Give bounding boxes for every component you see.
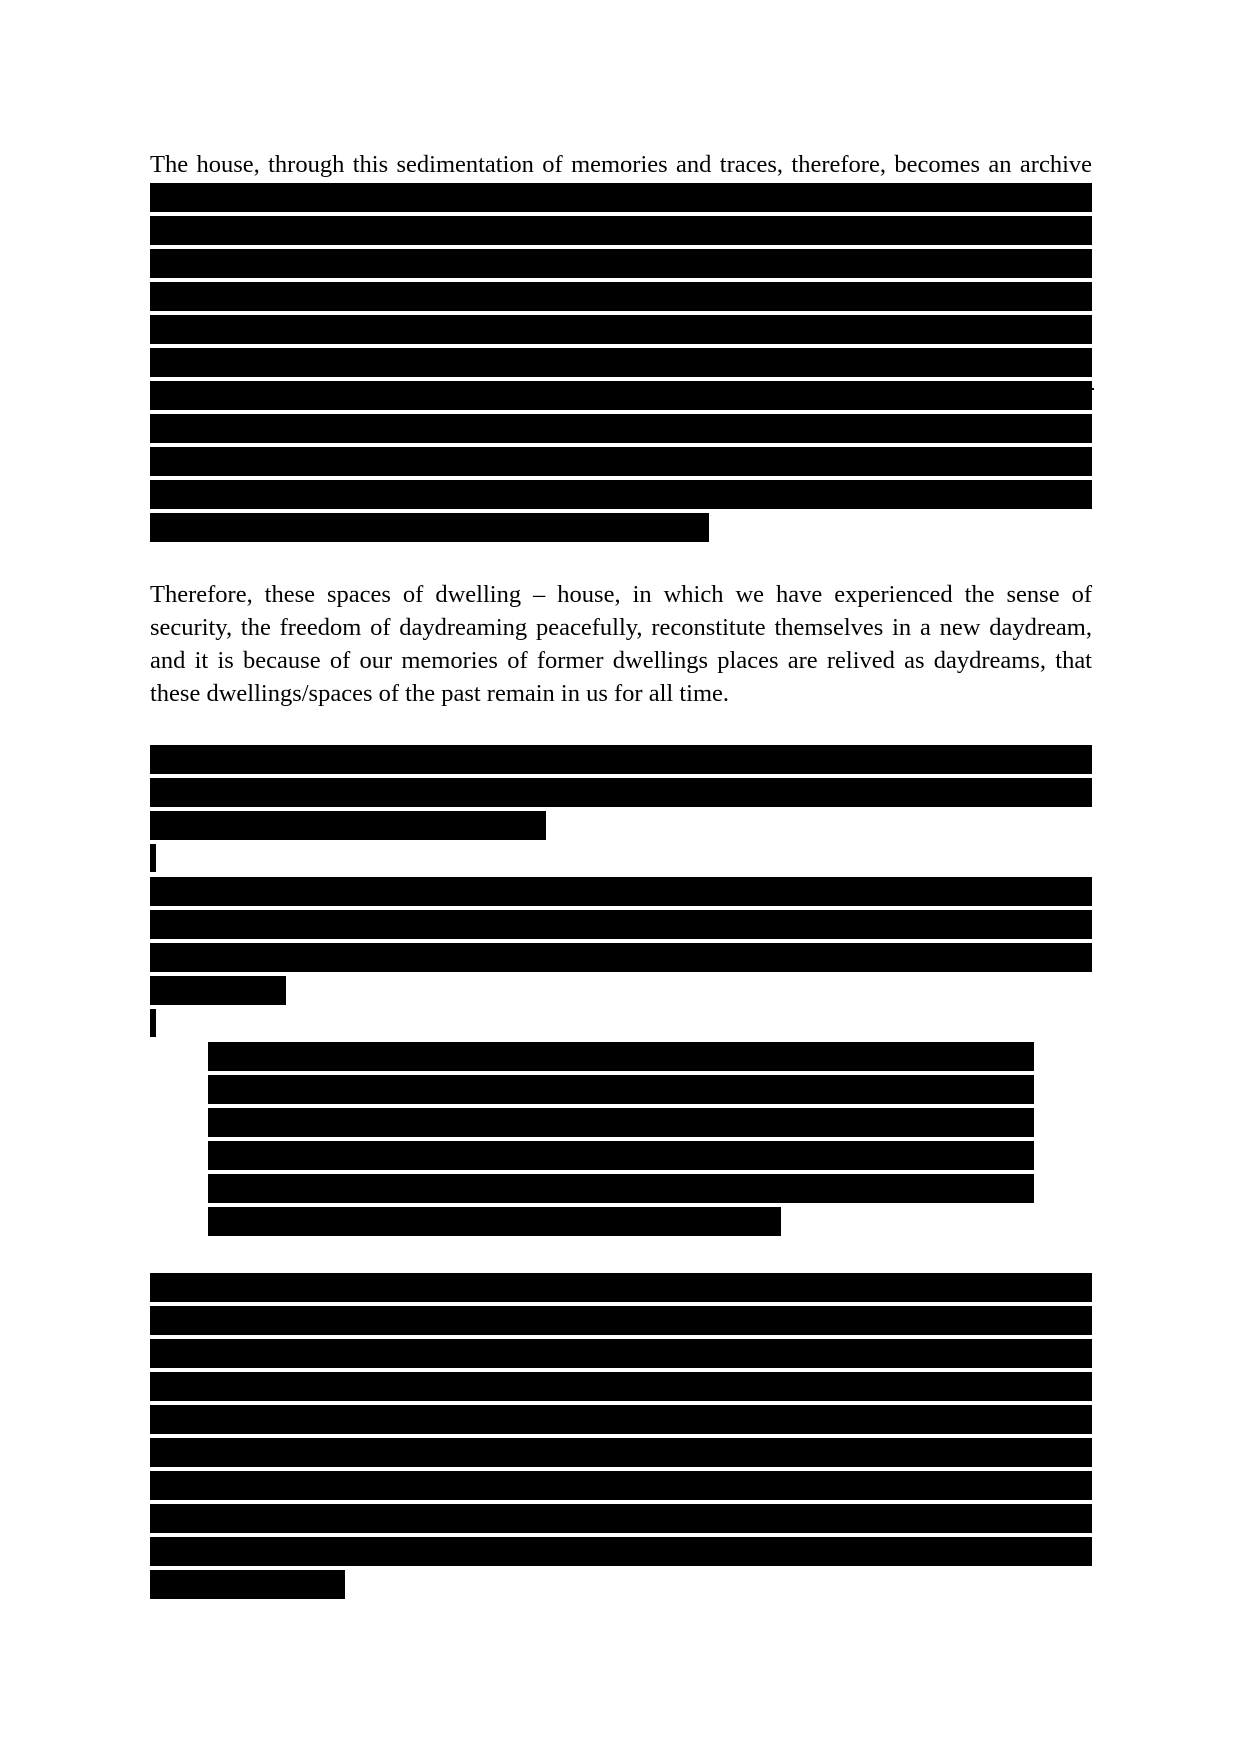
redaction-bar [150, 1504, 1092, 1533]
redaction-marker [150, 844, 156, 872]
paragraph-2-line-2: security, the freedom of daydreaming peacefully, reconstitute themselves in a new daydream, [150, 614, 1092, 641]
redaction-bar [208, 1075, 1034, 1104]
redaction-bar [150, 1372, 1092, 1401]
redaction-bar [150, 943, 1092, 972]
paragraph-2-line-4: these dwellings/spaces of the past remain in us for all time. [150, 680, 730, 707]
redaction-bar [150, 513, 709, 542]
paragraph-2-line-1: Therefore, these spaces of dwelling – house, in which we have experienced the sense of [150, 581, 1092, 608]
redaction-bar [150, 348, 1092, 377]
redaction-bar [150, 1405, 1092, 1434]
redaction-bar [150, 381, 1092, 410]
redaction-marker [150, 1009, 156, 1037]
redaction-bar [150, 447, 1092, 476]
redaction-bar [150, 1471, 1092, 1500]
redaction-bar [150, 811, 546, 840]
redaction-bar [150, 315, 1092, 344]
redaction-bar [150, 1339, 1092, 1368]
redaction-bar [150, 778, 1092, 807]
redaction-bar [150, 877, 1092, 906]
redaction-bar [208, 1207, 781, 1236]
redaction-bar [150, 249, 1092, 278]
paragraph-2-line-3: and it is because of our memories of former dwellings places are relived as daydreams, that [150, 647, 1092, 674]
redaction-bar [150, 183, 1092, 212]
redaction-bar [150, 1570, 345, 1599]
redaction-bar [150, 480, 1092, 509]
redaction-bar [150, 1306, 1092, 1335]
redaction-bar [208, 1174, 1034, 1203]
paragraph-1-line-1: The house, through this sedimentation of memories and traces, therefore, becomes an archive [150, 151, 1092, 178]
redaction-bar [150, 414, 1092, 443]
redaction-bar [150, 745, 1092, 774]
redaction-bar [150, 1537, 1092, 1566]
redaction-bar [208, 1042, 1034, 1071]
redaction-bar [208, 1108, 1034, 1137]
redaction-bar [150, 1438, 1092, 1467]
redaction-bar [150, 282, 1092, 311]
redaction-bar [150, 976, 286, 1005]
redaction-bar [208, 1141, 1034, 1170]
redaction-bar [150, 216, 1092, 245]
stray-mark [1090, 388, 1094, 390]
redaction-bar [150, 1273, 1092, 1302]
redaction-bar [150, 910, 1092, 939]
